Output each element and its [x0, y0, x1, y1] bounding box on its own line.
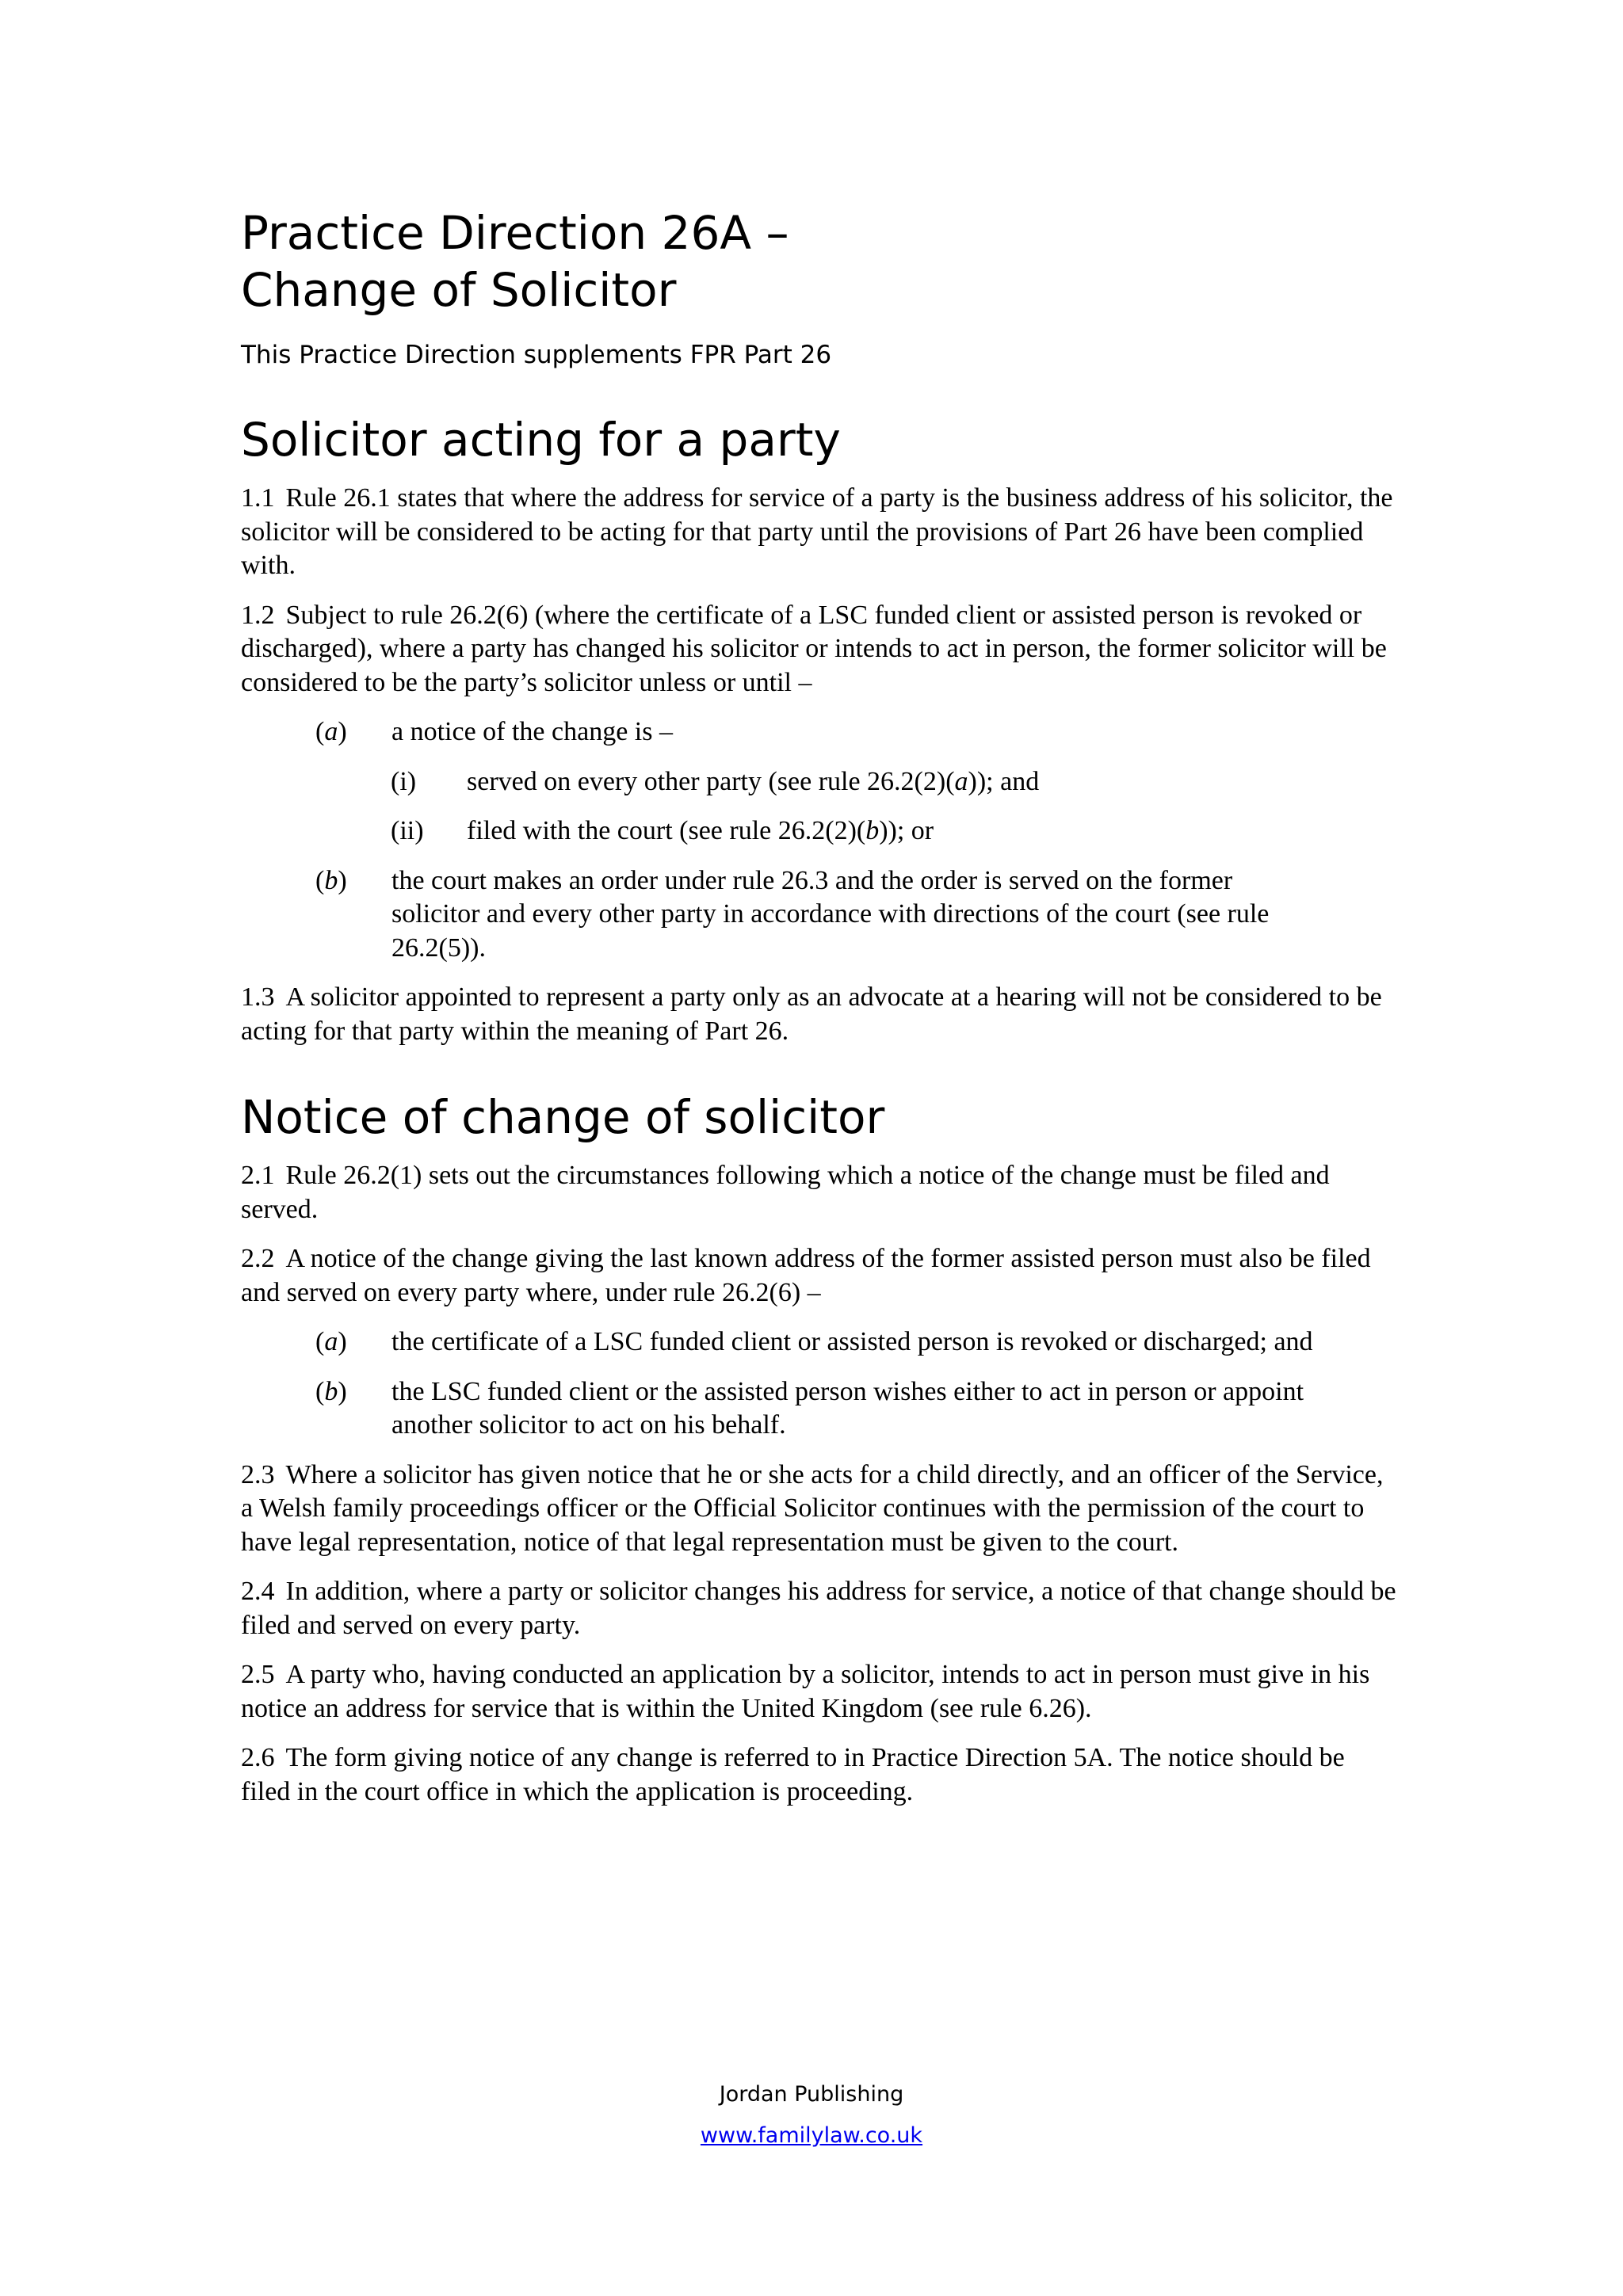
list-item-text: the certificate of a LSC funded client or assisted person is revoked or discharged; and [391, 1327, 1313, 1356]
paragraph-number: 2.5 [241, 1660, 275, 1689]
paragraph-text: A notice of the change giving the last known address of the former assisted person must also be filed and served on every party where, under rule 26.2(6) – [241, 1244, 1371, 1307]
paragraph-text: In addition, where a party or solicitor changes his address for service, a notice of that change should be filed and served on every party. [241, 1577, 1396, 1640]
paragraph-1-1 [241, 482, 1398, 583]
title-line-1: Practice Direction 26A – [241, 206, 789, 260]
paragraph-text: A party who, having conducted an application by a solicitor, intends to act in person must give in his notice an address for service that is within the United Kingdom (see rule 6.26). [241, 1660, 1370, 1723]
title-line-2: Change of Solicitor [241, 263, 677, 317]
paragraph-2-5 [241, 1658, 1398, 1726]
paragraph-2-3 [241, 1459, 1398, 1560]
paragraph-text: Subject to rule 26.2(6) (where the certificate of a LSC funded client or assisted person is revoked or discharged), where a party has changed his solicitor or intends to act in person, the former solicitor will be considered to be the party’s solicitor unless or until – [241, 600, 1387, 697]
document-body [241, 204, 1398, 1825]
paragraph-number: 2.2 [241, 1244, 275, 1273]
paragraph-number: 2.3 [241, 1459, 275, 1489]
footer-website-link[interactable]: www.familylaw.co.uk [700, 2123, 923, 2148]
paragraph-text: A solicitor appointed to represent a party only as an advocate at a hearing will not be considered to be acting for that party within the meaning of Part 26. [241, 982, 1382, 1046]
list-item-1-2-b [241, 864, 1398, 966]
paragraph-2-6 [241, 1741, 1398, 1809]
section-heading-solicitor-acting: Solicitor acting for a party [241, 413, 841, 467]
document-title [241, 204, 1398, 318]
list-item-text: the LSC funded client or the assisted person wishes either to act in person or appoint another solicitor to act on his behalf. [391, 1376, 1304, 1440]
list-item-2-2-b [241, 1375, 1398, 1443]
paragraph-number: 2.1 [241, 1161, 275, 1190]
paragraph-number: 1.1 [241, 483, 275, 513]
footer-publisher: Jordan Publishing [719, 2082, 904, 2107]
list-item-2-2-a [241, 1325, 1398, 1360]
paragraph-2-4 [241, 1575, 1398, 1642]
list-item-1-2-a [241, 715, 1398, 749]
paragraph-text: Rule 26.1 states that where the address for service of a party is the business address of his solicitor, the solicitor will be considered to be acting for that party until the provisions of Part 26 have been complied with. [241, 483, 1393, 580]
paragraph-text: The form giving notice of any change is referred to in Practice Direction 5A. The notice should be filed in the court office in which the application is proceeding. [241, 1743, 1345, 1806]
list-marker: (ii) [391, 816, 424, 845]
paragraph-2-1 [241, 1159, 1398, 1226]
list-item-text: filed with the court (see rule 26.2(2)(b)); or [467, 816, 934, 845]
list-marker: (a) [315, 1327, 347, 1356]
section-heading-notice-of-change: Notice of change of solicitor [241, 1090, 885, 1144]
paragraph-text: Rule 26.2(1) sets out the circumstances following which a notice of the change must be filed and served. [241, 1161, 1330, 1224]
paragraph-number: 1.2 [241, 600, 275, 630]
paragraph-1-3 [241, 981, 1398, 1048]
paragraph-number: 1.3 [241, 982, 275, 1012]
list-marker: (a) [315, 717, 347, 746]
list-marker: (b) [315, 865, 347, 895]
list-marker: (i) [391, 766, 417, 796]
document-subtitle: This Practice Direction supplements FPR Part 26 [241, 341, 832, 369]
footer-link-wrap [0, 2120, 1623, 2152]
paragraph-1-2 [241, 599, 1398, 700]
list-item-1-2-a-i [241, 765, 1398, 799]
paragraph-text: Where a solicitor has given notice that he or she acts for a child directly, and an officer of the Service, a Welsh family proceedings officer or the Official Solicitor continues with the permission of the court to have legal representation, notice of that legal representation must be given to the court. [241, 1459, 1384, 1557]
paragraph-2-2 [241, 1242, 1398, 1310]
paragraph-number: 2.6 [241, 1743, 275, 1772]
list-item-text: served on every other party (see rule 26.2(2)(a)); and [467, 766, 1040, 796]
list-item-text: the court makes an order under rule 26.3 and the order is served on the former solicitor and every other party in accordance with directions of the court (see rule 26.2(5)). [391, 865, 1270, 963]
list-item-text: a notice of the change is – [391, 717, 673, 746]
list-item-1-2-a-ii [241, 814, 1398, 849]
list-marker: (b) [315, 1376, 347, 1406]
paragraph-number: 2.4 [241, 1577, 275, 1606]
